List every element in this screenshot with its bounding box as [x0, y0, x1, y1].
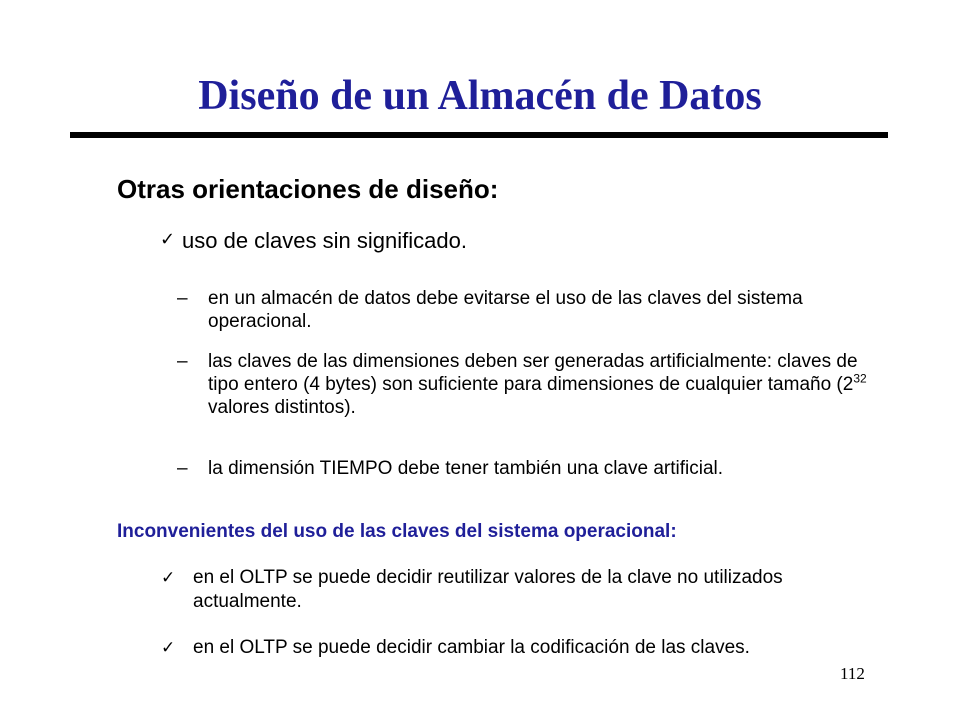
dash-item	[177, 350, 877, 419]
subheading: Inconvenientes del uso de las claves del sistema operacional:	[117, 521, 677, 542]
dash-item-text-end: valores distintos).	[208, 397, 356, 418]
dash-item-text	[208, 350, 877, 419]
exponent: 32	[853, 371, 867, 386]
checkmark-icon: ✓	[160, 229, 176, 250]
section-heading: Otras orientaciones de diseño:	[117, 174, 499, 204]
dash-item	[177, 287, 877, 333]
dash-item	[177, 457, 877, 480]
sub-bullet-text: en el OLTP se puede decidir cambiar la codificación de las claves.	[193, 637, 750, 658]
sub-bullet	[161, 636, 861, 660]
dash-item-text-start: las claves de las dimensiones deben ser generadas artificialmente: claves de tipo entero (4 bytes) son suficiente para dimensiones de cualquier tamaño (2	[208, 351, 858, 395]
main-bullet	[160, 228, 467, 254]
sub-bullet	[161, 566, 861, 614]
title-divider	[70, 132, 888, 138]
sub-bullet-text: en el OLTP se puede decidir reutilizar valores de la clave no utilizados actualmente.	[193, 567, 783, 612]
dash-marker: –	[177, 458, 188, 479]
dash-item-text: en un almacén de datos debe evitarse el uso de las claves del sistema operacional.	[208, 288, 803, 332]
slide-title: Diseño de un Almacén de Datos	[198, 73, 762, 119]
main-bullet-text: uso de claves sin significado.	[182, 228, 467, 253]
dash-item-text: la dimensión TIEMPO debe tener también una clave artificial.	[208, 458, 724, 479]
checkmark-icon: ✓	[161, 638, 176, 658]
dash-marker: –	[177, 351, 188, 372]
dash-marker: –	[177, 288, 188, 309]
checkmark-icon: ✓	[161, 568, 176, 588]
page-number: 112	[840, 664, 865, 683]
